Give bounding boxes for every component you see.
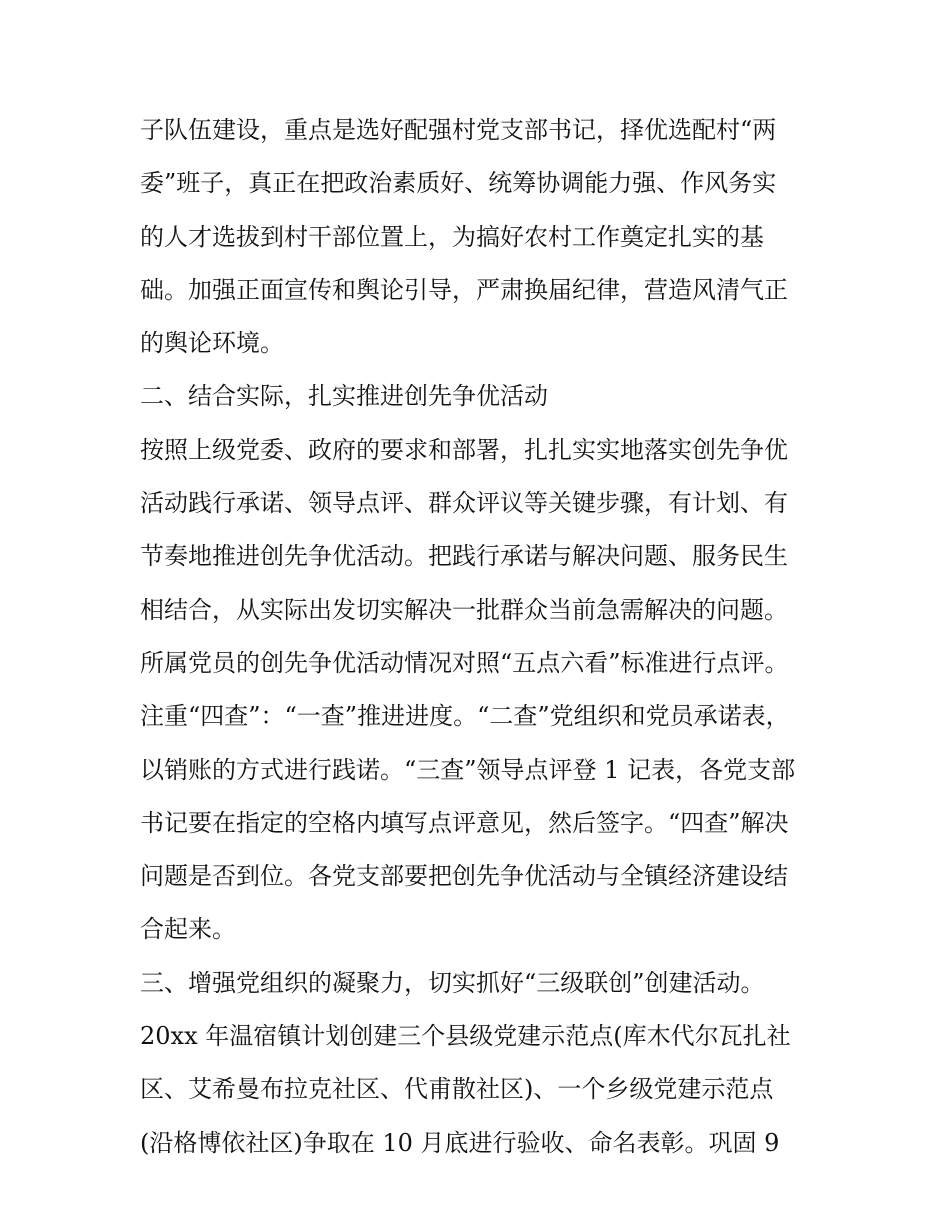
text-line: 书记要在指定的空格内填写点评意见，然后签字。“四查”解决 <box>140 808 789 837</box>
text-line: 的舆论环境。 <box>140 329 284 358</box>
text-line: (沿格博依社区)争取在 10 月底进行验收、命名表彰。巩固 9 <box>140 1128 780 1157</box>
document-body <box>140 104 830 1170</box>
text-line: 活动践行承诺、领导点评、群众评议等关键步骤，有计划、有 <box>140 489 788 518</box>
text-line: 所属党员的创先争优活动情况对照“五点六看”标准进行点评。 <box>140 648 789 677</box>
text-line: 按照上级党委、政府的要求和部署，扎扎实实地落实创先争优 <box>140 435 788 464</box>
text-line: 节奏地推进创先争优活动。把践行承诺与解决问题、服务民生 <box>140 542 788 571</box>
text-line: 子队伍建设，重点是选好配强村党支部书记，择优选配村“两 <box>140 116 777 144</box>
text-line: 础。加强正面宣传和舆论引导，严肃换届纪律，营造风清气正 <box>140 275 788 304</box>
text-line: 问题是否到位。各党支部要把创先争优活动与全镇经济建设结 <box>140 862 788 891</box>
text-line: 的人才选拔到村干部位置上，为搞好农村工作奠定扎实的基 <box>140 222 764 251</box>
section-heading: 三、增强党组织的凝聚力，切实抓好“三级联创”创建活动。 <box>140 968 765 997</box>
text-line: 区、艾希曼布拉克社区、代甫散社区)、一个乡级党建示范点 <box>140 1075 774 1104</box>
section-heading: 二、结合实际，扎实推进创先争优活动 <box>140 382 548 411</box>
text-line: 相结合，从实际出发切实解决一批群众当前急需解决的问题。 <box>140 595 788 624</box>
text-line: 合起来。 <box>140 915 236 944</box>
text-line: 20xx 年温宿镇计划创建三个县级党建示范点(库木代尔瓦扎社 <box>140 1022 791 1051</box>
text-line: 以销账的方式进行践诺。“三查”领导点评登 1 记表，各党支部 <box>140 755 796 784</box>
text-line: 委”班子，真正在把政治素质好、统筹协调能力强、作风务实 <box>140 169 777 198</box>
text-line: 注重“四查”：“一查”推进进度。“二查”党组织和党员承诺表， <box>140 702 790 731</box>
